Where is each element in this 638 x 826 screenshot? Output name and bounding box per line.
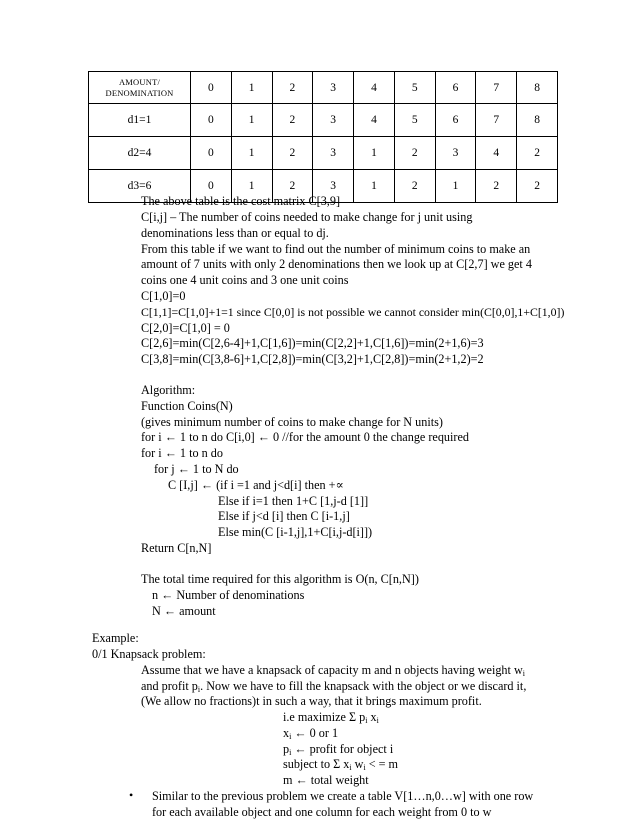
text-span: ← profit for object i: [291, 742, 394, 756]
table-cell: 8: [517, 104, 558, 137]
subscript: i: [365, 716, 368, 725]
table-cell: 5: [394, 104, 435, 137]
table-cell: 3: [435, 137, 476, 170]
table-cell: 2: [394, 170, 435, 203]
table-cell: 3: [313, 104, 354, 137]
table-row: [89, 104, 558, 137]
text-line: C [I,j] ← (if i =1 and j<d[i] then +∝: [168, 478, 344, 492]
row-label: d2=4: [89, 137, 191, 170]
formula-line: [283, 726, 338, 741]
section-heading: 0/1 Knapsack problem:: [92, 647, 206, 661]
text-line: The total time required for this algorithm is O(n, C[n,N]): [141, 572, 419, 586]
text-line: C[i,j] – The number of coins needed to make change for j unit using: [141, 210, 473, 224]
header-label-line2: DENOMINATION: [105, 87, 174, 98]
header-cell: 6: [435, 72, 476, 104]
table-cell: 1: [435, 170, 476, 203]
text-line: Else if j<d [i] then C [i-1,j]: [218, 509, 350, 523]
table-cell: 2: [394, 137, 435, 170]
table-cell: 7: [476, 104, 517, 137]
subscript: i: [197, 685, 201, 694]
text-span: ← 0 or 1: [291, 726, 339, 740]
text-line: Function Coins(N): [141, 399, 233, 413]
header-cell: 7: [476, 72, 517, 104]
subscript: i: [349, 763, 352, 772]
subscript: i: [289, 732, 292, 741]
algorithm-heading: Algorithm:: [141, 383, 196, 397]
text-line: [141, 663, 525, 678]
text-line: for i ← 1 to n do C[i,0] ← 0 //for the amount 0 the change required: [141, 430, 469, 444]
table-cell: 1: [231, 104, 272, 137]
bullet-icon: •: [129, 788, 134, 802]
text-line: for i ← 1 to n do: [141, 446, 223, 460]
header-cell: 2: [272, 72, 313, 104]
text-line: Else min(C [i-1,j],1+C[i,j-d[i]]): [218, 525, 373, 539]
header-label-cell: [89, 72, 191, 104]
header-label-line1: AMOUNT/: [118, 76, 161, 87]
formula-line: [283, 742, 393, 757]
table-row: [89, 137, 558, 170]
text-span: < = m: [365, 757, 399, 771]
header-cell: 5: [394, 72, 435, 104]
row-label: d1=1: [89, 104, 191, 137]
text-line: C[3,8]=min(C[3,8-6]+1,C[2,8])=min(C[3,2]+1,C[2,8])=min(2+1,2)=2: [141, 352, 484, 366]
header-cell: 0: [191, 72, 232, 104]
table-cell: 4: [476, 137, 517, 170]
table-cell: 1: [231, 137, 272, 170]
table-cell: 0: [191, 170, 232, 203]
text-line: for each available object and one column for each weight from 0 to w: [152, 805, 492, 819]
text-span: x: [367, 710, 377, 724]
text-span: . Now we have to fill the knapsack with the object or we discard it,: [200, 679, 527, 693]
text-span: w: [351, 757, 364, 771]
text-line: C[1,1]=C[1,0]+1=1 since C[0,0] is not possible we cannot consider min(C[0,0],1+C[1,0]): [141, 305, 565, 319]
text-line: C[2,0]=C[1,0] = 0: [141, 321, 230, 335]
text-line: C[2,6]=min(C[2,6-4]+1,C[1,6])=min(C[2,2]+1,C[1,6])=min(2+1,6)=3: [141, 336, 484, 350]
header-cell: 3: [313, 72, 354, 104]
table-cell: 3: [313, 170, 354, 203]
text-line: From this table if we want to find out the number of minimum coins to make an: [141, 242, 531, 256]
text-line: denominations less than or equal to dj.: [141, 226, 329, 240]
formula-line: m ← total weight: [283, 773, 369, 787]
text-line: (We allow no fractions)t in such a way, that it brings maximum profit.: [141, 694, 482, 708]
text-line: Return C[n,N]: [141, 541, 212, 555]
header-cell: 4: [354, 72, 395, 104]
text-line: amount of 7 units with only 2 denominations then we look up at C[2,7] we get 4: [141, 257, 532, 271]
subscript: i: [289, 748, 292, 757]
table-cell: 3: [313, 137, 354, 170]
formula-line: [283, 757, 398, 772]
subscript: i: [376, 716, 379, 725]
table-cell: 0: [191, 137, 232, 170]
text-line: (gives minimum number of coins to make change for N units): [141, 415, 443, 429]
text-line: The above table is the cost matrix C[3,9]: [141, 194, 341, 208]
table-cell: 2: [272, 104, 313, 137]
formula-line: [283, 710, 379, 725]
table-cell: 2: [272, 137, 313, 170]
table-cell: 1: [231, 170, 272, 203]
table-cell: 2: [476, 170, 517, 203]
text-line: Similar to the previous problem we create a table V[1…n,0…w] with one row: [152, 789, 534, 803]
text-line: Else if i=1 then 1+C [1,j-d [1]]: [218, 494, 369, 508]
text-line: N ← amount: [152, 604, 216, 618]
text-span: subject to Σ x: [283, 757, 350, 771]
text-span: i.e maximize Σ p: [283, 710, 366, 724]
text-span: and profit p: [141, 679, 198, 693]
section-heading: Example:: [92, 631, 139, 645]
row-label: d3=6: [89, 170, 191, 203]
subscript: i: [363, 763, 366, 772]
header-cell: 1: [231, 72, 272, 104]
subscript: i: [522, 669, 525, 678]
header-cell: 8: [517, 72, 558, 104]
table-cell: 2: [517, 170, 558, 203]
text-line: n ← Number of denominations: [152, 588, 305, 602]
table-cell: 2: [272, 170, 313, 203]
text-line: coins one 4 unit coins and 3 one unit coins: [141, 273, 349, 287]
text-line: C[1,0]=0: [141, 289, 186, 303]
table-cell: 1: [354, 137, 395, 170]
table-cell: 6: [435, 104, 476, 137]
table-cell: 4: [354, 104, 395, 137]
table-cell: 2: [517, 137, 558, 170]
text-line: [141, 679, 526, 694]
table-cell: 0: [191, 104, 232, 137]
text-span: Assume that we have a knapsack of capacity m and n objects having weight w: [141, 663, 523, 677]
text-span: x: [283, 726, 290, 740]
text-span: p: [283, 742, 290, 756]
text-line: for j ← 1 to N do: [154, 462, 239, 476]
table-cell: 1: [354, 170, 395, 203]
table-header-row: [89, 72, 558, 104]
cost-matrix-table: [88, 71, 558, 203]
